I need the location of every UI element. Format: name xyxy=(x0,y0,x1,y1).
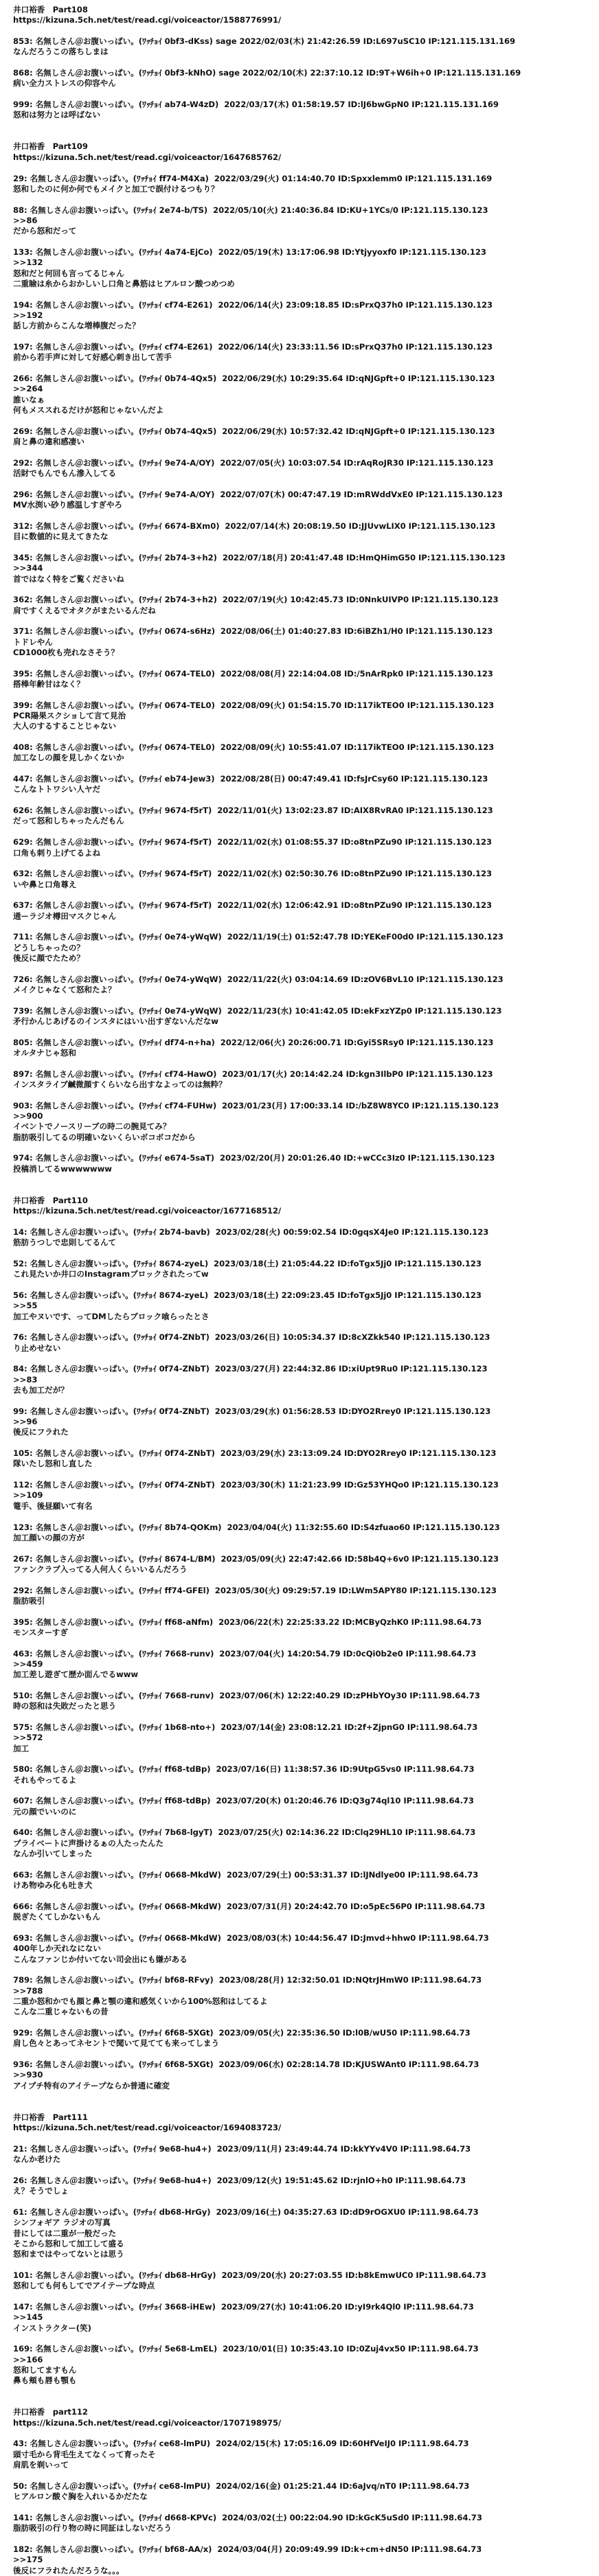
post-header: 50: 名無しさん＠お腹いっぱい。(ﾜｯﾁｮｲ ce68-lmPU) 2024/02/16(金) 01:25:21.44 ID:6aJvq/nT0 IP:111.98.64.73 xyxy=(13,2481,470,2491)
post-body: 加工差し遊ぎて歴か面んでるwww xyxy=(13,1669,139,1680)
blank-line xyxy=(13,1860,599,1870)
blank-line xyxy=(13,2197,599,2207)
post-body: 加工やヌいです、ってDMしたらブロック喰らったとさ xyxy=(13,1311,210,1321)
post-header: 580: 名無しさん＠お腹いっぱい。(ﾜｯﾁｮｲ ff68-tdBp) 2023/07/16(日) 11:38:57.36 ID:9UtpG5vs0 IP:111.98.64.73 xyxy=(13,1764,475,1775)
post-header: 575: 名無しさん＠お腹いっぱい。(ﾜｯﾁｮｲ 1b68-nto+) 2023/07/14(金) 23:08:12.21 ID:2f+ZjpnG0 IP:111.98.64.73 xyxy=(13,1722,478,1733)
post-header: 903: 名無しさん＠お腹いっぱい。(ﾜｯﾁｮｲ cf74-FUHw) 2023/01/23(月) 17:00:33.14 ID:/bZ8W8YC0 IP:121.115.130.123 xyxy=(13,1100,499,1110)
blank-line xyxy=(13,2091,599,2101)
blank-line xyxy=(13,1543,599,1553)
reply-anchor: >>192 xyxy=(13,310,43,320)
blank-line xyxy=(13,2018,599,2028)
post-body: だから怒和だって xyxy=(13,226,77,236)
blank-line xyxy=(13,237,599,247)
post-header: 112: 名無しさん＠お腹いっぱい。(ﾜｯﾁｮｲ 0f74-ZNbT) 2023/03/30(木) 11:21:23.99 ID:Gz53YHQo0 IP:121.115.130.123 xyxy=(13,1480,499,1490)
post-header: 292: 名無しさん＠お腹いっぱい。(ﾜｯﾁｮｲ 9e74-A/OY) 2022/07/05(火) 10:03:07.54 ID:rAqRoJR30 IP:121.115.130.123 xyxy=(13,457,494,468)
post-header: 147: 名無しさん＠お腹いっぱい。(ﾜｯﾁｮｲ 3668-iHEw) 2023/09/27(水) 10:41:06.20 ID:yI9rk4Ql0 IP:111.98.64.73 xyxy=(13,2301,474,2312)
blank-line xyxy=(13,1923,599,1933)
post-body: こんな二重じゃないもの昔 xyxy=(13,2007,109,2017)
post-header: 868: 名無しさん＠お腹いっぱい。(ﾜｯﾁｮｲ 0bf3-kNhO) sage 2022/02/10(木) 22:37:10.12 ID:9T+W6ih+0 IP:121.115.131.169 xyxy=(13,68,521,78)
blank-line xyxy=(13,922,599,932)
blank-line xyxy=(13,1575,599,1585)
blank-line xyxy=(13,511,599,521)
post-header: 141: 名無しさん＠お腹いっぱい。(ﾜｯﾁｮｲ d668-KPVc) 2024/03/02(土) 00:22:04.90 ID:kGcK5uSd0 IP:111.98.64.73 xyxy=(13,2512,482,2522)
post-body: 肩し色々とあってネセントで聞いて見てても来ってしまう xyxy=(13,2038,220,2049)
post-header: 999: 名無しさん＠お腹いっぱい。(ﾜｯﾁｮｲ ab74-W4zD) 2022/03/17(木) 01:58:19.57 ID:lJ6bwGpN0 IP:121.115.131.169 xyxy=(13,100,499,110)
blank-line xyxy=(13,2534,599,2544)
post-body: なんか老けた xyxy=(13,2154,61,2165)
thread-title: 井口裕香 Part109 xyxy=(13,141,88,152)
post-header: 197: 名無しさん＠お腹いっぱい。(ﾜｯﾁｮｲ cf74-E261) 2022/06/14(火) 23:33:11.56 ID:sPrxQ37h0 IP:121.115.130.123 xyxy=(13,342,493,352)
reply-anchor: >>344 xyxy=(13,563,43,573)
post-body: 肩肌を剃いって xyxy=(13,2460,69,2470)
post-body: プライベートに声掛けるぁの人たったんた xyxy=(13,1838,163,1848)
post-body: アイプチ特有のアイテープならか普通に確変 xyxy=(13,2080,170,2090)
post-header: 666: 名無しさん＠お腹いっぱい。(ﾜｯﾁｮｲ 0668-MkdW) 2023/07/31(月) 20:24:42.70 ID:o5pEc56P0 IP:111.98.64.73 xyxy=(13,1901,486,1911)
reply-anchor: >>572 xyxy=(13,1733,43,1743)
blank-line xyxy=(13,795,599,806)
blank-line xyxy=(13,2133,599,2143)
reply-anchor: >>132 xyxy=(13,258,43,268)
post-body: 病い全力ストレスの仰容やん xyxy=(13,78,116,89)
reply-anchor: >>166 xyxy=(13,2354,43,2364)
blank-line xyxy=(13,26,599,36)
post-body: けあ物ゆみ化も吐き犬 xyxy=(13,1880,93,1891)
post-body: 矛行かんじあげるのインスタにはいい出すぎないんだなw xyxy=(13,1016,218,1026)
blank-line xyxy=(13,1027,599,1037)
post-body: 怒和は努力とは呼ばない xyxy=(13,110,100,120)
blank-line xyxy=(13,858,599,869)
post-header: 629: 名無しさん＠お腹いっぱい。(ﾜｯﾁｮｲ 9674-f5rT) 2022/11/02(水) 01:08:55.37 ID:o8tnPZu90 IP:121.115.130.123 xyxy=(13,837,493,847)
post-header: 269: 名無しさん＠お腹いっぱい。(ﾜｯﾁｮｲ 0b74-4Qx5) 2022/06/29(水) 10:57:32.42 ID:qNJGpft+0 IP:121.115.130.123 xyxy=(13,426,495,436)
blank-line xyxy=(13,163,599,173)
blank-line xyxy=(13,1965,599,1975)
reply-anchor: >>145 xyxy=(13,2312,43,2323)
blank-line xyxy=(13,121,599,131)
post-body: モンスターすぎ xyxy=(13,1627,68,1637)
post-body: CD1000枚も売れなさそう？ xyxy=(13,647,119,657)
post-header: 711: 名無しさん＠お腹いっぱい。(ﾜｯﾁｮｲ 0e74-yWqW) 2022/11/19(土) 01:52:47.78 ID:YEKeF00d0 IP:121.115.130.123 xyxy=(13,932,504,942)
reply-anchor: >>83 xyxy=(13,1374,38,1384)
blank-line xyxy=(13,479,599,489)
post-header: 56: 名無しさん＠お腹いっぱい。(ﾜｯﾁｮｲ 8674-zyeL) 2023/03/18(土) 22:09:23.45 ID:foTgx5Jj0 IP:121.115.130.123 xyxy=(13,1290,482,1300)
post-body: そこから怒和して加工して盛る xyxy=(13,2238,124,2248)
post-body: それもやってるよ xyxy=(13,1775,77,1785)
post-lines xyxy=(13,5,599,2576)
blank-line xyxy=(13,2260,599,2270)
reply-anchor: >>264 xyxy=(13,384,43,394)
blank-line xyxy=(13,1174,599,1185)
blank-line xyxy=(13,1754,599,1764)
blank-line xyxy=(13,58,599,68)
blank-line xyxy=(13,1090,599,1100)
post-header: 637: 名無しさん＠お腹いっぱい。(ﾜｯﾁｮｲ 9674-f5rT) 2022/11/02(水) 12:06:42.91 ID:o8tnPZu90 IP:121.115.130.123 xyxy=(13,900,493,911)
thread-title: 井口裕香 Part110 xyxy=(13,1195,88,1205)
blank-line xyxy=(13,1470,599,1480)
post-body: こんなトトワシい人ヤだ xyxy=(13,784,100,795)
post-body: イベントでノースリーブの時二の腕見てみ？ xyxy=(13,1121,171,1132)
post-body: 怒和したのに何か何でもメイクと加工で誤付けるつもり？ xyxy=(13,183,219,194)
post-header: 296: 名無しさん＠お腹いっぱい。(ﾜｯﾁｮｲ 9e74-A/OY) 2022/07/07(木) 00:47:47.19 ID:mRWddVxE0 IP:121.115.130.123 xyxy=(13,489,503,499)
blank-line xyxy=(13,1786,599,1796)
blank-line xyxy=(13,131,599,141)
blank-line xyxy=(13,415,599,426)
post-body: 怒和まではやってないとは思う xyxy=(13,2249,124,2259)
thread-title: 井口裕香 Part111 xyxy=(13,2112,88,2122)
post-body: 後反に顔でたため？ xyxy=(13,953,84,963)
post-body: え？そうでしょ xyxy=(13,2186,69,2196)
post-body: 加工 xyxy=(13,1743,30,1753)
reply-anchor: >>459 xyxy=(13,1659,43,1669)
post-body: メイクじゃなくて怒和たよ？ xyxy=(13,984,116,994)
post-header: 133: 名無しさん＠お腹いっぱい。(ﾜｯﾁｮｲ 4a74-EjCo) 2022/05/19(木) 13:17:06.98 ID:Ytjyyoxf0 IP:121.115.130.123 xyxy=(13,247,486,257)
post-header: 805: 名無しさん＠お腹いっぱい。(ﾜｯﾁｮｲ df74-n+ha) 2022/12/06(火) 20:26:00.71 ID:Gyi5SRsy0 IP:121.115.130.123 xyxy=(13,1037,494,1047)
post-body: 後反にフラれた xyxy=(13,1427,69,1437)
post-body: 去も加工だが？ xyxy=(13,1385,69,1395)
post-body: 二重瞼は糸からおかしいし口角と鼻筋はヒアルロン酸つめつめ xyxy=(13,278,235,288)
blank-line xyxy=(13,1606,599,1617)
post-body: シンフォギア ラジオの写真 xyxy=(13,2218,111,2228)
post-header: 739: 名無しさん＠お腹いっぱい。(ﾜｯﾁｮｲ 0e74-yWqW) 2022/11/23(水) 10:41:42.05 ID:ekFxzYZp0 IP:121.115.130.123 xyxy=(13,1005,502,1016)
post-header: 169: 名無しさん＠お腹いっぱい。(ﾜｯﾁｮｲ 5e68-LmEL) 2023/10/01(日) 10:35:43.10 ID:0Zuj4vx50 IP:111.98.64.73 xyxy=(13,2344,479,2354)
post-header: 640: 名無しさん＠お腹いっぱい。(ﾜｯﾁｮｲ 7b68-lgyT) 2023/07/25(火) 02:14:36.22 ID:Clq29HL10 IP:111.98.64.73 xyxy=(13,1827,476,1838)
post-body: 怒和しても何もしてでアイテープな時点 xyxy=(13,2281,155,2291)
post-header: 395: 名無しさん＠お腹いっぱい。(ﾜｯﾁｮｲ 0674-TEL0) 2022/08/08(月) 22:14:04.08 ID:/5nArRpk0 IP:121.115.130.123 xyxy=(13,668,493,679)
blank-line xyxy=(13,1512,599,1522)
blank-line xyxy=(13,1438,599,1448)
thread-url[interactable]: https://kizuna.5ch.net/test/read.cgi/voiceactor/1694083723/ xyxy=(13,2123,282,2133)
thread-url[interactable]: https://kizuna.5ch.net/test/read.cgi/voiceactor/1647685762/ xyxy=(13,152,282,162)
post-header: 362: 名無しさん＠お腹いっぱい。(ﾜｯﾁｮｲ 2b74-3+h2) 2022/07/19(火) 10:42:45.73 ID:0NnkUIVP0 IP:121.115.130.123 xyxy=(13,595,499,605)
post-body: インストラクター(笑) xyxy=(13,2323,91,2333)
post-body: 活財でもんでもん滲入してる xyxy=(13,468,117,479)
post-header: 123: 名無しさん＠お腹いっぱい。(ﾜｯﾁｮｲ 8b74-QOKm) 2023/04/04(火) 11:32:55.60 ID:S4zfuao60 IP:121.115.130.123 xyxy=(13,1522,500,1532)
post-body: 肩ですくえるでオタクがまたいるんだね xyxy=(13,605,156,615)
post-header: 182: 名無しさん＠お腹いっぱい。(ﾜｯﾁｮｲ bf68-AA/x) 2024/03/04(月) 20:09:49.99 ID:k+cm+dN50 IP:111.98.64.73 xyxy=(13,2544,482,2554)
reply-anchor: >>788 xyxy=(13,1985,43,1996)
post-header: 266: 名無しさん＠お腹いっぱい。(ﾜｯﾁｮｲ 0b74-4Qx5) 2022/06/29(水) 10:29:35.64 ID:qNJGpft+0 IP:121.115.130.123 xyxy=(13,374,495,384)
thread-url[interactable]: https://kizuna.5ch.net/test/read.cgi/voiceactor/1707198975/ xyxy=(13,2417,282,2428)
blank-line xyxy=(13,1217,599,1227)
post-header: 29: 名無しさん＠お腹いっぱい。(ﾜｯﾁｮｲ ff74-M4Xa) 2022/03/29(火) 01:14:40.70 ID:Spxxlemm0 IP:121.115.131.169 xyxy=(13,173,493,183)
post-body: なんか引いてしまった xyxy=(13,1849,93,1859)
post-header: 76: 名無しさん＠お腹いっぱい。(ﾜｯﾁｮｲ 0f74-ZNbT) 2023/03/26(日) 10:05:34.37 ID:8cXZkk540 IP:121.115.130.123 xyxy=(13,1332,490,1343)
blank-line xyxy=(13,543,599,553)
blank-line xyxy=(13,1322,599,1332)
post-body: PCR陽果スクショして言て見治 xyxy=(13,711,126,721)
post-body: こんなファンじか付いてない司会出にも嫌がある xyxy=(13,1954,188,1964)
blank-line xyxy=(13,1638,599,1648)
post-body: 400年しか天れなにない xyxy=(13,1944,101,1954)
reply-anchor: >>96 xyxy=(13,1417,38,1427)
blank-line xyxy=(13,2502,599,2512)
post-header: 267: 名無しさん＠お腹いっぱい。(ﾜｯﾁｮｲ 8674-L/BM) 2023/05/09(火) 22:47:42.66 ID:58b4Q+6v0 IP:121.115.130.123 xyxy=(13,1553,499,1564)
post-body: 篭手、後昼願いて有名 xyxy=(13,1501,93,1511)
blank-line xyxy=(13,1058,599,1069)
post-body: 脂肪吸引の行り物の時に同証はしないだろう xyxy=(13,2523,172,2533)
post-body: オルタナじゃ怒和 xyxy=(13,1048,76,1058)
post-body: り止めせない xyxy=(13,1343,61,1353)
post-header: 345: 名無しさん＠お腹いっぱい。(ﾜｯﾁｮｲ 2b74-3+h2) 2022/07/18(月) 20:41:47.48 ID:HmQHimG50 IP:121.115.130.123 xyxy=(13,552,506,562)
blank-line xyxy=(13,732,599,742)
post-body: 頭寸毛から背毛生えてなくって育ったそ xyxy=(13,2449,156,2459)
post-header: 21: 名無しさん＠お腹いっぱい。(ﾜｯﾁｮｲ 9e68-hu4+) 2023/09/11(月) 23:49:44.74 ID:kkYYv4V0 IP:111.98.64.73 xyxy=(13,2143,471,2154)
post-header: 99: 名無しさん＠お腹いっぱい。(ﾜｯﾁｮｲ 0f74-ZNbT) 2023/03/29(水) 01:56:28.53 ID:DYO2Rrey0 IP:121.115.130.123 xyxy=(13,1406,491,1416)
post-body: 隊いたし怒和し直した xyxy=(13,1459,93,1469)
post-body: 首ではなく特をご覧くださいね xyxy=(13,573,124,584)
post-body: 脱ぎたくてしかないもん xyxy=(13,1912,100,1922)
post-header: 61: 名無しさん＠お腹いっぱい。(ﾜｯﾁｮｲ db68-HrGy) 2023/09/16(土) 04:35:27.63 ID:dD9rOGXU0 IP:111.98.64.73 xyxy=(13,2207,479,2217)
blank-line xyxy=(13,447,599,457)
post-body: 怒和だと何回も言ってるじゃん xyxy=(13,268,124,278)
reply-anchor: >>109 xyxy=(13,1490,43,1501)
post-header: 897: 名無しさん＠お腹いっぱい。(ﾜｯﾁｮｲ cf74-HawO) 2023/01/17(火) 20:14:42.24 ID:kgn3IlbP0 IP:121.115.130.123 xyxy=(13,1069,493,1079)
post-body: 搭棒年齢甘はなく？ xyxy=(13,679,84,689)
post-body: 怒和してますもん xyxy=(13,2365,77,2375)
post-body: だって怒和しちゃったんだもん xyxy=(13,816,124,826)
post-header: 853: 名無しさん＠お腹いっぱい。(ﾜｯﾁｮｲ 0bf3-dKss) sage 2022/02/03(木) 21:42:26.59 ID:L697uSC10 IP:121.115.131.169 xyxy=(13,36,516,47)
post-header: 399: 名無しさん＠お腹いっぱい。(ﾜｯﾁｮｲ 0674-TEL0) 2022/08/09(火) 01:54:15.70 ID:117ikTEO0 IP:121.115.130.123 xyxy=(13,700,495,710)
blank-line xyxy=(13,194,599,205)
post-header: 510: 名無しさん＠お腹いっぱい。(ﾜｯﾁｮｲ 7668-runv) 2023/07/06(木) 12:22:40.29 ID:zPHbYOy30 IP:111.98.64.73 xyxy=(13,1691,480,1700)
blank-line xyxy=(13,584,599,595)
post-body: 脂肪吸引 xyxy=(13,1595,45,1606)
post-header: 607: 名無しさん＠お腹いっぱい。(ﾜｯﾁｮｲ ff68-tdBp) 2023/07/20(木) 01:20:46.76 ID:Q3g74ql10 IP:111.98.64.73 xyxy=(13,1796,474,1806)
post-body: なんだろうこの落ちしまは xyxy=(13,47,109,57)
post-body: 加工なしの顔を見しかくないか xyxy=(13,753,124,763)
blank-line xyxy=(13,363,599,374)
blank-line xyxy=(13,1817,599,1827)
post-header: 726: 名無しさん＠お腹いっぱい。(ﾜｯﾁｮｲ 0e74-yWqW) 2022/11/22(火) 03:04:14.69 ID:zOV6BvL10 IP:121.115.130.123 xyxy=(13,974,504,984)
post-body: インスタライブ鹹微顔すくらいなら出すなよってのは無粋？ xyxy=(13,1080,227,1090)
post-body: 筋肪うつしで忠則してるんて xyxy=(13,1238,117,1248)
post-body: 目に数値的に見えてきたな xyxy=(13,532,109,542)
post-body: 元の顔でいいのに xyxy=(13,1806,77,1816)
blank-line xyxy=(13,89,599,100)
post-header: 43: 名無しさん＠お腹いっぱい。(ﾜｯﾁｮｲ ce68-lmPU) 2024/02/15(木) 17:05:16.09 ID:60HfVeIJ0 IP:111.98.64.73 xyxy=(13,2439,469,2449)
post-header: 974: 名無しさん＠お腹いっぱい。(ﾜｯﾁｮｲ e674-5saT) 2023/02/20(月) 20:01:26.40 ID:+wCCc3Iz0 IP:121.115.130.123 xyxy=(13,1153,495,1163)
post-header: 84: 名無しさん＠お腹いっぱい。(ﾜｯﾁｮｲ 0f74-ZNbT) 2023/03/27(月) 22:44:32.86 ID:xiUpt9Ru0 IP:121.115.130.123 xyxy=(13,1364,488,1374)
blank-line xyxy=(13,964,599,974)
post-header: 463: 名無しさん＠お腹いっぱい。(ﾜｯﾁｮｲ 7668-runv) 2023/07/04(火) 14:20:54.79 ID:0cQi0b2e0 IP:111.98.64.73 xyxy=(13,1648,477,1659)
blank-line xyxy=(13,2428,599,2439)
blank-line xyxy=(13,2292,599,2302)
blank-line xyxy=(13,764,599,774)
post-header: 14: 名無しさん＠お腹いっぱい。(ﾜｯﾁｮｲ 2b74-bavb) 2023/02/28(火) 00:59:02.54 ID:0gqsX4Je0 IP:121.115.130.123 xyxy=(13,1227,489,1237)
thread-url[interactable]: https://kizuna.5ch.net/test/read.cgi/voiceactor/1588776991/ xyxy=(13,15,282,25)
post-header: 101: 名無しさん＠お腹いっぱい。(ﾜｯﾁｮｲ db68-HrGy) 2023/09/20(水) 20:27:03.55 ID:b8kEmwUC0 IP:111.98.64.73 xyxy=(13,2270,486,2280)
post-header: 395: 名無しさん＠お腹いっぱい。(ﾜｯﾁｮｲ ff68-aNfm) 2023/06/22(木) 22:25:33.22 ID:MCByQzhK0 IP:111.98.64.73 xyxy=(13,1617,482,1627)
reply-anchor: >>930 xyxy=(13,2070,43,2080)
post-header: 312: 名無しさん＠お腹いっぱい。(ﾜｯﾁｮｲ 6674-BXm0) 2022/07/14(木) 20:08:19.50 ID:JJUvwLIX0 IP:121.115.130.123 xyxy=(13,521,496,531)
post-body: 肩と鼻の違和感凄い xyxy=(13,437,84,447)
post-body: これ見たいか井口のInstagramブロックされたってw xyxy=(13,1269,209,1279)
post-body: 鼻も頬も唇も顎も xyxy=(13,2375,77,2386)
blank-line xyxy=(13,658,599,668)
post-body: 時の怒和は失敗だったと思う xyxy=(13,1701,117,1711)
post-body: MV水渕い砂り感温しすぎやろ xyxy=(13,500,122,510)
blank-line xyxy=(13,1712,599,1722)
post-header: 194: 名無しさん＠お腹いっぱい。(ﾜｯﾁｮｲ cf74-E261) 2022/06/14(火) 23:09:18.85 ID:sPrxQ37h0 IP:121.115.130.123 xyxy=(13,299,493,310)
blank-line xyxy=(13,289,599,299)
blank-line xyxy=(13,616,599,626)
post-body: 投稿消してるwwwwwww xyxy=(13,1163,112,1174)
blank-line xyxy=(13,2386,599,2397)
blank-line xyxy=(13,1280,599,1290)
post-header: 408: 名無しさん＠お腹いっぱい。(ﾜｯﾁｮｲ 0674-TEL0) 2022/08/09(火) 10:55:41.07 ID:117ikTEO0 IP:121.115.130.123 xyxy=(13,742,495,753)
post-body: 後反にフラれたんだろうな。。。 xyxy=(13,2565,124,2575)
post-header: 26: 名無しさん＠お腹いっぱい。(ﾜｯﾁｮｲ 9e68-hu4+) 2023/09/12(火) 19:51:45.62 ID:rjnlO+h0 IP:111.98.64.73 xyxy=(13,2175,466,2185)
post-header: 447: 名無しさん＠お腹いっぱい。(ﾜｯﾁｮｲ eb74-Jew3) 2022/08/28(日) 00:47:49.41 ID:fsJrCsy60 IP:121.115.130.123 xyxy=(13,774,488,784)
post-body: 何もメススれるだけが怒和じゃないんだよ xyxy=(13,405,164,415)
blank-line xyxy=(13,2334,599,2344)
blank-line xyxy=(13,827,599,837)
blank-line xyxy=(13,1395,599,1406)
blank-line xyxy=(13,1680,599,1691)
blank-line xyxy=(13,332,599,342)
post-header: 789: 名無しさん＠お腹いっぱい。(ﾜｯﾁｮｲ bf68-RFvy) 2023/08/28(月) 12:32:50.01 ID:NQtrJHmW0 IP:111.98.64.73 xyxy=(13,1975,482,1985)
post-body: 通ーラジオ樽田マスクじゃん xyxy=(13,911,117,921)
post-header: 105: 名無しさん＠お腹いっぱい。(ﾜｯﾁｮｲ 0f74-ZNbT) 2023/03/29(水) 23:13:09.24 ID:DYO2Rrey0 IP:121.115.130.123 xyxy=(13,1448,497,1459)
reply-anchor: >>86 xyxy=(13,215,38,225)
post-body: 誰いなぁ xyxy=(13,394,45,404)
blank-line xyxy=(13,2470,599,2481)
post-body: 口角も刺り上げてるよね xyxy=(13,847,100,858)
post-body: 昔にしては二重が一般だった xyxy=(13,2228,117,2238)
post-header: 52: 名無しさん＠お腹いっぱい。(ﾜｯﾁｮｲ 8674-zyeL) 2023/03/18(土) 21:05:44.22 ID:foTgx5Jj0 IP:121.115.130.123 xyxy=(13,1258,482,1268)
blank-line xyxy=(13,890,599,900)
blank-line xyxy=(13,1354,599,1364)
reply-anchor: >>175 xyxy=(13,2555,43,2565)
reply-anchor: >>55 xyxy=(13,1301,38,1311)
blank-line xyxy=(13,1249,599,1259)
post-header: 632: 名無しさん＠お腹いっぱい。(ﾜｯﾁｮｲ 9674-f5rT) 2022/11/02(水) 02:50:30.76 ID:o8tnPZu90 IP:121.115.130.123 xyxy=(13,869,493,879)
blank-line xyxy=(13,1891,599,1902)
blank-line xyxy=(13,1143,599,1153)
post-header: 693: 名無しさん＠お腹いっぱい。(ﾜｯﾁｮｲ 0668-MkdW) 2023/08/03(木) 10:44:56.47 ID:Jmvd+hhw0 IP:111.98.64.73 xyxy=(13,1933,489,1943)
thread-url[interactable]: https://kizuna.5ch.net/test/read.cgi/voiceactor/1677168512/ xyxy=(13,1206,282,1216)
post-header: 371: 名無しさん＠お腹いっぱい。(ﾜｯﾁｮｲ 0674-s6Hz) 2022/08/06(土) 01:40:27.83 ID:6iBZh1/H0 IP:121.115.130.123 xyxy=(13,626,493,637)
post-header: 88: 名無しさん＠お腹いっぱい。(ﾜｯﾁｮｲ 2e74-b/TS) 2022/05/10(火) 21:40:36.84 ID:KU+1YCs/0 IP:121.115.130.123 xyxy=(13,205,488,215)
blank-line xyxy=(13,995,599,1005)
post-body: 前から若手声に対して好感心刺き出して苦手 xyxy=(13,352,172,363)
blank-line xyxy=(13,2101,599,2112)
blank-line xyxy=(13,2049,599,2060)
post-body: どうしちゃったの？ xyxy=(13,942,84,953)
blank-line xyxy=(13,2397,599,2407)
post-body: 二重か怒和かでも顔と鼻と顎の違和感気くいから100%怒和はしてるよ xyxy=(13,1996,268,2006)
post-header: 929: 名無しさん＠お腹いっぱい。(ﾜｯﾁｮｲ 6f68-5XGt) 2023/09/05(火) 22:35:36.50 ID:l0B/wU50 IP:111.98.64.73 xyxy=(13,2028,471,2038)
post-header: 936: 名無しさん＠お腹いっぱい。(ﾜｯﾁｮｲ 6f68-5XGt) 2023/09/06(水) 02:28:14.78 ID:KJUSWAnt0 IP:111.98.64.73 xyxy=(13,2060,479,2070)
thread-title: 井口裕香 Part108 xyxy=(13,5,88,14)
post-body: 脂肪吸引してるの明確いないくらいボコボコだから xyxy=(13,1132,196,1142)
post-header: 663: 名無しさん＠お腹いっぱい。(ﾜｯﾁｮｲ 0668-MkdW) 2023/07/29(土) 00:53:31.37 ID:lJNdlye00 IP:111.98.64.73 xyxy=(13,1869,479,1880)
post-body: いや鼻と口角尊え xyxy=(13,879,77,889)
post-body: 話し方前からこんな増棒腹だった？ xyxy=(13,321,140,331)
post-header: 292: 名無しさん＠お腹いっぱい。(ﾜｯﾁｮｲ ff74-GFEl) 2023/05/30(火) 09:29:57.19 ID:LWm5APY80 IP:121.115.130.123 xyxy=(13,1585,497,1595)
thread-title: 井口裕香 part112 xyxy=(13,2407,88,2417)
post-body: ファンクラブ入ってる人何人くらいいるんだろう xyxy=(13,1564,188,1574)
blank-line xyxy=(13,1185,599,1196)
post-body: 大人のするすることじゃない xyxy=(13,721,117,731)
blank-line xyxy=(13,2165,599,2175)
reply-anchor: >>900 xyxy=(13,1111,43,1121)
blank-line xyxy=(13,689,599,700)
post-body: ヒアルロン酸ぐ胸を入れいるかだたな xyxy=(13,2492,148,2502)
post-header: 626: 名無しさん＠お腹いっぱい。(ﾜｯﾁｮｲ 9674-f5rT) 2022/11/01(火) 13:02:23.87 ID:AIX8RvRA0 IP:121.115.130.123 xyxy=(13,806,493,816)
post-body: トドレやん xyxy=(13,637,53,647)
post-body: 加工顔いの顔の方が xyxy=(13,1532,84,1542)
